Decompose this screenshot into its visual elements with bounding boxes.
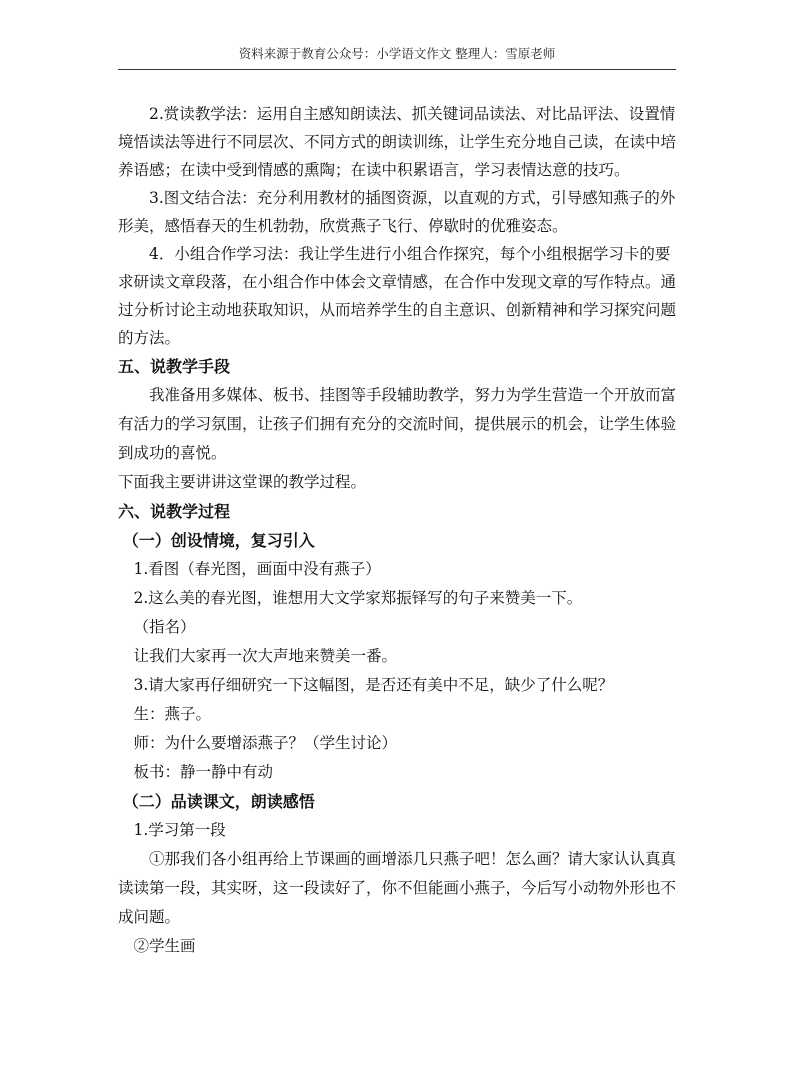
- list-item-student-answer: 生：燕子。: [133, 705, 212, 723]
- subsection-heading-1: （一）创设情境，复习引入: [122, 531, 315, 550]
- page-header: 资料来源于教育公众号：小学语文作文 整理人：雪原老师: [238, 46, 556, 61]
- list-item-blackboard: 板书：静一静中有动: [133, 763, 274, 781]
- list-item-call-on: （指名）: [133, 618, 196, 636]
- paragraph-method-3: 3.图文结合法：充分利用教材的插图资源，以直观的方式，引导感知燕子的外形美，感悟春天的生机勃勃，欣赏燕子飞行、停歇时的优雅姿态。: [118, 189, 676, 235]
- list-item-students-draw: ②学生画: [133, 937, 196, 955]
- paragraph-method-2: 2.赏读教学法：运用自主感知朗读法、抓关键词品读法、对比品评法、设置情境悟读法等进行不同层次、不同方式的朗读训练，让学生充分地自己读，在读中培养语感；在读中受到情感的熏陶；在读中积累语言，学习表情达意的技巧。: [118, 105, 677, 179]
- paragraph-transition: 下面我主要讲讲这堂课的教学过程。: [118, 473, 367, 491]
- section-heading-5: 五、说教学手段: [118, 357, 231, 376]
- paragraph-draw-swallows: ①那我们各小组再给上节课画的画增添几只燕子吧！怎么画？请大家认认真真读读第一段，其实呀，这一段读好了，你不但能画小燕子，今后写小动物外形也不成问题。: [118, 850, 677, 926]
- paragraph-teaching-means: 我准备用多媒体、板书、挂图等手段辅助教学，努力为学生营造一个开放而富有活力的学习氛围，让孩子们拥有充分的交流时间，提供展示的机会，让学生体验到成功的喜悦。: [118, 386, 677, 462]
- document-body: [118, 100, 676, 961]
- list-item-praise-sentence: 2.这么美的春光图，谁想用大文学家郑振铎写的句子来赞美一下。: [133, 589, 583, 607]
- header-divider: [118, 69, 676, 70]
- list-item-praise-again: 让我们大家再一次大声地来赞美一番。: [133, 647, 398, 665]
- list-item-first-paragraph: 1.学习第一段: [133, 821, 226, 839]
- paragraph-method-4: 4．小组合作学习法：我让学生进行小组合作探究，每个小组根据学习卡的要求研读文章段落，在小组合作中体会文章情感，在合作中发现文章的写作特点。通过分析讨论主动地获取知识，从而培养学生的自主意识、创新精神和学习探究问题的方法。: [118, 245, 677, 347]
- list-item-study-picture: 3.请大家再仔细研究一下这幅图，是否还有美中不足，缺少了什么呢？: [133, 676, 614, 694]
- list-item-look-picture: 1.看图（春光图，画面中没有燕子）: [133, 560, 381, 578]
- subsection-heading-2: （二）品读课文，朗读感悟: [122, 792, 315, 811]
- section-heading-6: 六、说教学过程: [118, 502, 231, 521]
- list-item-teacher-question: 师：为什么要增添燕子？（学生讨论）: [133, 734, 398, 752]
